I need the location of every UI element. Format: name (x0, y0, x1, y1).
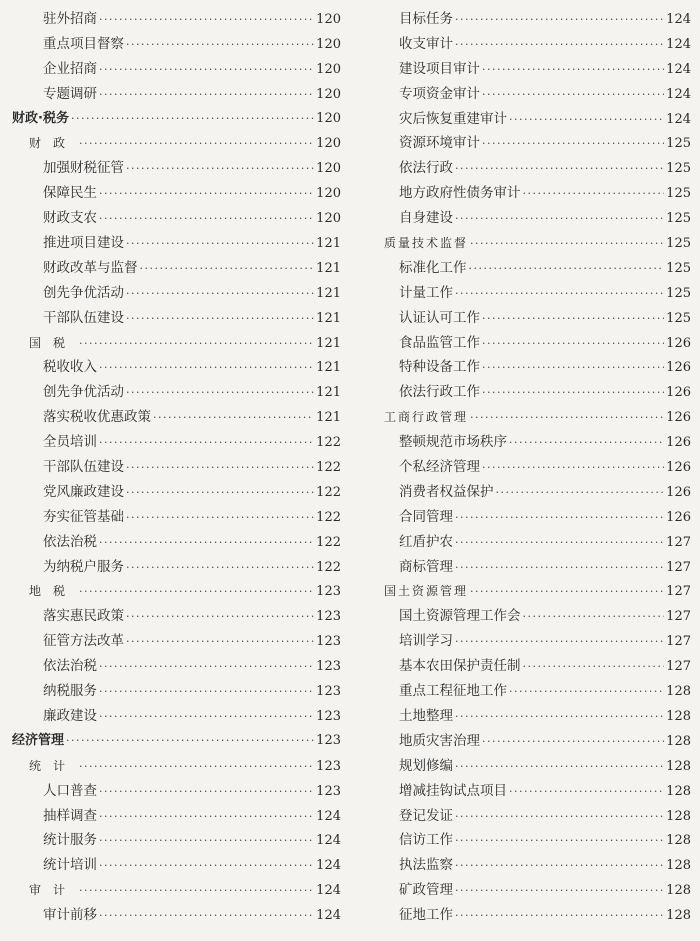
toc-entry-label: 收支审计 (399, 35, 453, 52)
toc-page-number: 124 (666, 12, 691, 27)
dot-leader (455, 805, 664, 830)
dot-leader (482, 381, 664, 406)
dot-leader (99, 83, 314, 108)
toc-page-number: 121 (316, 236, 341, 252)
dot-leader (455, 207, 664, 232)
toc-entry (384, 629, 691, 654)
toc-page-number: 122 (316, 534, 341, 550)
toc-entry-label: 创先争优活动 (43, 384, 124, 401)
toc-entry-label: 统计服务 (43, 832, 97, 849)
toc-page-number: 124 (316, 833, 341, 849)
toc-page-number: 128 (666, 783, 691, 799)
dot-leader (482, 356, 664, 381)
toc-entry-label: 为纳税户服务 (43, 558, 124, 575)
toc-entry (384, 107, 691, 132)
toc-entry (12, 679, 341, 704)
dot-leader (99, 780, 314, 805)
toc-entry-label: 标准化工作 (399, 259, 467, 276)
dot-leader (66, 729, 314, 754)
toc-entry (384, 430, 691, 455)
toc-entry-label: 推进项目建设 (43, 235, 124, 252)
toc-page-number: 123 (316, 609, 341, 625)
dot-leader (99, 8, 314, 33)
toc-subsection-heading (12, 754, 341, 779)
toc-page-number: 120 (316, 161, 341, 177)
toc-entry (384, 455, 691, 480)
toc-entry-label: 商标管理 (399, 558, 453, 575)
toc-entry-label: 征管方法改革 (43, 633, 124, 650)
toc-section-heading (12, 107, 341, 132)
dot-leader (79, 580, 314, 605)
toc-entry-label: 企业招商 (43, 60, 97, 77)
toc-entry-label: 登记发证 (399, 807, 453, 824)
toc-page-number: 127 (666, 609, 691, 625)
toc-entry-label: 干部队伍建设 (43, 309, 124, 326)
dot-leader (79, 132, 314, 157)
toc-page-number: 125 (666, 236, 691, 252)
dot-leader (455, 556, 664, 581)
toc-entry (384, 480, 691, 505)
toc-entry-label: 纳税服务 (43, 683, 97, 700)
toc-entry-label: 审计前移 (43, 907, 97, 924)
toc-entry (12, 555, 341, 580)
toc-entry-label: 重点工程征地工作 (399, 683, 507, 700)
dot-leader (126, 605, 314, 630)
toc-entry (12, 604, 341, 629)
toc-entry (384, 306, 691, 331)
toc-entry-label: 加强财税征管 (43, 160, 124, 177)
toc-page-number: 126 (666, 410, 691, 426)
toc-entry-label: 红盾护农 (399, 533, 453, 550)
toc-entry-label: 干部队伍建设 (43, 459, 124, 476)
toc-page-number: 123 (316, 659, 341, 675)
toc-subsection-heading (12, 131, 341, 156)
toc-page-number: 127 (666, 659, 691, 675)
toc-entry-label: 夯实征管基础 (43, 508, 124, 525)
toc-entry (12, 505, 341, 530)
toc-page-number: 121 (316, 385, 341, 401)
toc-page-number: 121 (316, 410, 341, 426)
dot-leader (79, 755, 314, 780)
toc-page-number: 128 (666, 808, 691, 824)
toc-page-number: 120 (316, 110, 341, 126)
dot-leader (126, 282, 314, 307)
dot-leader (469, 257, 665, 282)
toc-page-number: 126 (666, 509, 691, 525)
toc-entry-label: 财政·税务 (12, 110, 69, 126)
dot-leader (482, 456, 664, 481)
toc-entry (384, 131, 691, 156)
toc-entry-label: 自身建设 (399, 210, 453, 227)
dot-leader (455, 8, 664, 33)
dot-leader (126, 630, 314, 655)
toc-page-number: 120 (316, 86, 341, 102)
toc-page-number: 125 (666, 161, 691, 177)
dot-leader (71, 107, 314, 132)
toc-entry (384, 754, 691, 779)
toc-page-number: 124 (316, 908, 341, 924)
toc-entry-label: 经济管理 (12, 732, 65, 748)
toc-entry-label: 土地整理 (399, 707, 453, 724)
toc-entry-label: 党风廉政建设 (43, 483, 124, 500)
toc-page-number: 122 (316, 559, 341, 575)
toc-entry-label: 专项资金审计 (399, 85, 480, 102)
toc-entry (12, 405, 341, 430)
toc-entry-label: 计量工作 (399, 284, 453, 301)
toc-page-number: 127 (666, 584, 691, 600)
toc-entry (12, 779, 341, 804)
toc-entry (12, 629, 341, 654)
dot-leader (455, 630, 664, 655)
toc-entry (384, 82, 691, 107)
toc-page-number: 121 (316, 285, 341, 301)
toc-page-number: 121 (316, 335, 341, 351)
toc-entry-label: 依法治税 (43, 533, 97, 550)
toc-entry-label: 统计培训 (43, 857, 97, 874)
toc-entry (384, 604, 691, 629)
toc-page-number: 128 (666, 684, 691, 700)
toc-page-number: 124 (316, 808, 341, 824)
toc-entry-label: 审计 (29, 883, 78, 898)
toc-entry-label: 合同管理 (399, 508, 453, 525)
toc-entry-label: 依法行政工作 (399, 384, 480, 401)
toc-page-number: 125 (666, 310, 691, 326)
toc-entry (12, 853, 341, 878)
dot-leader (79, 879, 314, 904)
toc-page-number: 127 (666, 559, 691, 575)
toc-entry (384, 729, 691, 754)
dot-leader (455, 755, 664, 780)
toc-entry (12, 57, 341, 82)
toc-entry (12, 32, 341, 57)
dot-leader (482, 730, 664, 755)
toc-entry (12, 181, 341, 206)
dot-leader (99, 705, 314, 730)
toc-entry-label: 工商行政管理 (384, 410, 469, 425)
toc-page-number: 123 (316, 708, 341, 724)
dot-leader (455, 829, 664, 854)
toc-entry-label: 食品监管工作 (399, 334, 480, 351)
toc-entry (12, 804, 341, 829)
toc-entry-label: 基本农田保护责任制 (399, 658, 521, 675)
toc-entry-label: 依法治税 (43, 658, 97, 675)
toc-page-number: 128 (666, 833, 691, 849)
toc-entry-label: 规划修编 (399, 757, 453, 774)
toc-entry-label: 落实惠民政策 (43, 608, 124, 625)
toc-entry (384, 555, 691, 580)
toc-entry (12, 206, 341, 231)
toc-entry (384, 903, 691, 928)
toc-entry (384, 679, 691, 704)
dot-leader (126, 556, 314, 581)
dot-leader (455, 705, 664, 730)
toc-entry (384, 828, 691, 853)
toc-entry-label: 地税 (29, 584, 78, 599)
toc-entry-label: 地质灾害治理 (399, 732, 480, 749)
dot-leader (99, 207, 314, 232)
toc-entry-label: 依法行政 (399, 160, 453, 177)
toc-entry-label: 资源环境审计 (399, 135, 480, 152)
toc-entry-label: 执法监察 (399, 857, 453, 874)
toc-page-number: 125 (666, 211, 691, 227)
toc-entry (384, 853, 691, 878)
toc-entry-label: 目标任务 (399, 11, 453, 27)
toc-entry-label: 矿政管理 (399, 882, 453, 899)
toc-entry-label: 国土资源管理 (384, 584, 469, 599)
toc-subsection-heading (12, 579, 341, 604)
toc-subsection-heading (384, 231, 691, 256)
toc-page-number: 128 (666, 858, 691, 874)
toc-entry-label: 质量技术监督 (384, 236, 469, 251)
dot-leader (523, 605, 665, 630)
toc-entry (384, 704, 691, 729)
toc-page-number: 126 (666, 360, 691, 376)
toc-entry (12, 530, 341, 555)
dot-leader (126, 381, 314, 406)
toc-page-number: 127 (666, 534, 691, 550)
toc-page-number: 120 (316, 12, 341, 27)
toc-page-number: 121 (316, 360, 341, 376)
dot-leader (455, 157, 664, 182)
dot-leader (455, 282, 664, 307)
toc-page-number: 125 (666, 285, 691, 301)
toc-entry-label: 财政 (29, 136, 78, 151)
toc-page-number: 123 (316, 758, 341, 774)
toc-entry-label: 消费者权益保护 (399, 483, 494, 500)
toc-page-number: 122 (316, 509, 341, 525)
toc-page-number: 121 (316, 260, 341, 276)
dot-leader (509, 431, 664, 456)
dot-leader (470, 232, 664, 257)
toc-entry (384, 7, 691, 32)
toc-page-number: 123 (316, 783, 341, 799)
toc-page-number: 120 (316, 61, 341, 77)
dot-leader (509, 780, 664, 805)
toc-entry (384, 804, 691, 829)
dot-leader (99, 182, 314, 207)
dot-leader (482, 83, 664, 108)
toc-page-number: 128 (666, 708, 691, 724)
toc-page-number: 124 (316, 858, 341, 874)
toc-page-number: 126 (666, 460, 691, 476)
toc-page-number: 126 (666, 335, 691, 351)
toc-entry (384, 281, 691, 306)
dot-leader (455, 854, 664, 879)
toc-page-number: 123 (316, 584, 341, 600)
toc-page-number: 128 (666, 883, 691, 899)
toc-entry-label: 征地工作 (399, 907, 453, 924)
dot-leader (482, 307, 664, 332)
toc-entry-label: 认证认可工作 (399, 309, 480, 326)
toc-entry (384, 654, 691, 679)
dot-leader (496, 481, 665, 506)
toc-entry-label: 人口普查 (43, 782, 97, 799)
toc-entry (12, 480, 341, 505)
toc-entry (12, 828, 341, 853)
toc-page-number: 126 (666, 484, 691, 500)
dot-leader (99, 904, 314, 929)
toc-entry-label: 重点项目督察 (43, 35, 124, 52)
toc-page-number: 123 (316, 732, 341, 748)
toc-entry (12, 654, 341, 679)
toc-entry-label: 整顿规范市场秩序 (399, 434, 507, 451)
dot-leader (99, 655, 314, 680)
toc-entry (384, 878, 691, 903)
toc-page-number: 126 (666, 435, 691, 451)
toc-entry-label: 创先争优活动 (43, 284, 124, 301)
toc-entry (12, 7, 341, 32)
toc-subsection-heading (384, 405, 691, 430)
toc-entry (12, 231, 341, 256)
toc-entry-label: 国税 (29, 335, 78, 350)
dot-leader (509, 108, 664, 133)
toc-entry (384, 32, 691, 57)
toc-entry (12, 82, 341, 107)
toc-entry (12, 430, 341, 455)
toc-entry-label: 培训学习 (399, 633, 453, 650)
toc-entry (12, 704, 341, 729)
dot-leader (99, 58, 314, 83)
toc-entry (12, 903, 341, 928)
toc-entry-label: 专题调研 (43, 85, 97, 102)
dot-leader (482, 332, 664, 357)
dot-leader (455, 506, 664, 531)
toc-page-number: 125 (666, 186, 691, 202)
toc-entry-label: 增减挂钩试点项目 (399, 782, 507, 799)
toc-entry-label: 驻外招商 (43, 11, 97, 27)
toc-page-number: 127 (666, 634, 691, 650)
toc-page-number: 122 (316, 460, 341, 476)
toc-entry-label: 税收收入 (43, 359, 97, 376)
toc-entry (12, 281, 341, 306)
toc-entry (384, 530, 691, 555)
toc-subsection-heading (12, 331, 341, 356)
toc-entry (384, 355, 691, 380)
dot-leader (99, 356, 314, 381)
dot-leader (153, 406, 314, 431)
dot-leader (126, 307, 314, 332)
toc-left-column (12, 7, 341, 928)
toc-page-number: 124 (666, 111, 691, 127)
toc-entry-label: 地方政府性债务审计 (399, 185, 521, 202)
toc-entry-label: 廉政建设 (43, 707, 97, 724)
toc-page-number: 128 (666, 733, 691, 749)
toc-page-number: 126 (666, 385, 691, 401)
dot-leader (509, 680, 664, 705)
toc-page-number: 128 (666, 908, 691, 924)
toc-subsection-heading (12, 878, 341, 903)
toc-page-number: 121 (316, 310, 341, 326)
dot-leader (455, 879, 664, 904)
toc-subsection-heading (384, 579, 691, 604)
toc-entry (12, 306, 341, 331)
toc-page-number: 120 (316, 136, 341, 152)
toc-entry-label: 建设项目审计 (399, 60, 480, 77)
toc-entry-label: 保障民生 (43, 185, 97, 202)
toc-page-number: 123 (316, 684, 341, 700)
toc-page-number: 120 (316, 211, 341, 227)
toc-entry (384, 156, 691, 181)
toc-entry-label: 个私经济管理 (399, 459, 480, 476)
toc-page-number: 128 (666, 758, 691, 774)
toc-entry (384, 256, 691, 281)
toc-entry (384, 505, 691, 530)
dot-leader (99, 805, 314, 830)
dot-leader (126, 481, 314, 506)
dot-leader (470, 406, 664, 431)
dot-leader (523, 182, 665, 207)
dot-leader (99, 531, 314, 556)
toc-page-number: 125 (666, 260, 691, 276)
toc-entry-label: 落实税收优惠政策 (43, 409, 151, 426)
dot-leader (455, 33, 664, 58)
toc-entry-label: 国土资源管理工作会 (399, 608, 521, 625)
dot-leader (126, 157, 314, 182)
dot-leader (99, 680, 314, 705)
toc-page-number: 120 (316, 186, 341, 202)
dot-leader (482, 58, 664, 83)
toc-entry-label: 灾后恢复重建审计 (399, 110, 507, 127)
toc-entry-label: 特种设备工作 (399, 359, 480, 376)
toc-page-number: 124 (666, 36, 691, 52)
dot-leader (523, 655, 665, 680)
toc-entry (12, 156, 341, 181)
dot-leader (79, 332, 314, 357)
toc-entry-label: 信访工作 (399, 832, 453, 849)
toc-entry (12, 256, 341, 281)
toc-entry (384, 181, 691, 206)
dot-leader (126, 33, 314, 58)
dot-leader (455, 531, 664, 556)
toc-page-number: 123 (316, 634, 341, 650)
toc-entry (384, 206, 691, 231)
toc-entry-label: 全员培训 (43, 434, 97, 451)
toc-entry (384, 779, 691, 804)
toc-right-column (384, 7, 691, 928)
toc-entry (384, 57, 691, 82)
toc-page-number: 124 (666, 86, 691, 102)
toc-entry-label: 财政支农 (43, 210, 97, 227)
dot-leader (126, 456, 314, 481)
dot-leader (99, 829, 314, 854)
toc-page-number: 125 (666, 136, 691, 152)
toc-page-number: 120 (316, 36, 341, 52)
toc-section-heading (12, 729, 341, 754)
toc-entry-label: 财政改革与监督 (43, 259, 138, 276)
dot-leader (99, 431, 314, 456)
toc-entry (384, 331, 691, 356)
dot-leader (99, 854, 314, 879)
toc-entry (12, 355, 341, 380)
dot-leader (470, 580, 664, 605)
toc-entry (384, 380, 691, 405)
dot-leader (126, 232, 314, 257)
toc-page-number: 122 (316, 484, 341, 500)
dot-leader (126, 506, 314, 531)
toc-page-number: 122 (316, 435, 341, 451)
toc-entry (12, 455, 341, 480)
dot-leader (140, 257, 315, 282)
dot-leader (482, 132, 664, 157)
toc-entry (12, 380, 341, 405)
toc-entry-label: 统计 (29, 758, 78, 773)
toc-page-number: 124 (666, 61, 691, 77)
dot-leader (455, 904, 664, 929)
toc-page-number: 124 (316, 883, 341, 899)
toc-entry-label: 抽样调查 (43, 807, 97, 824)
